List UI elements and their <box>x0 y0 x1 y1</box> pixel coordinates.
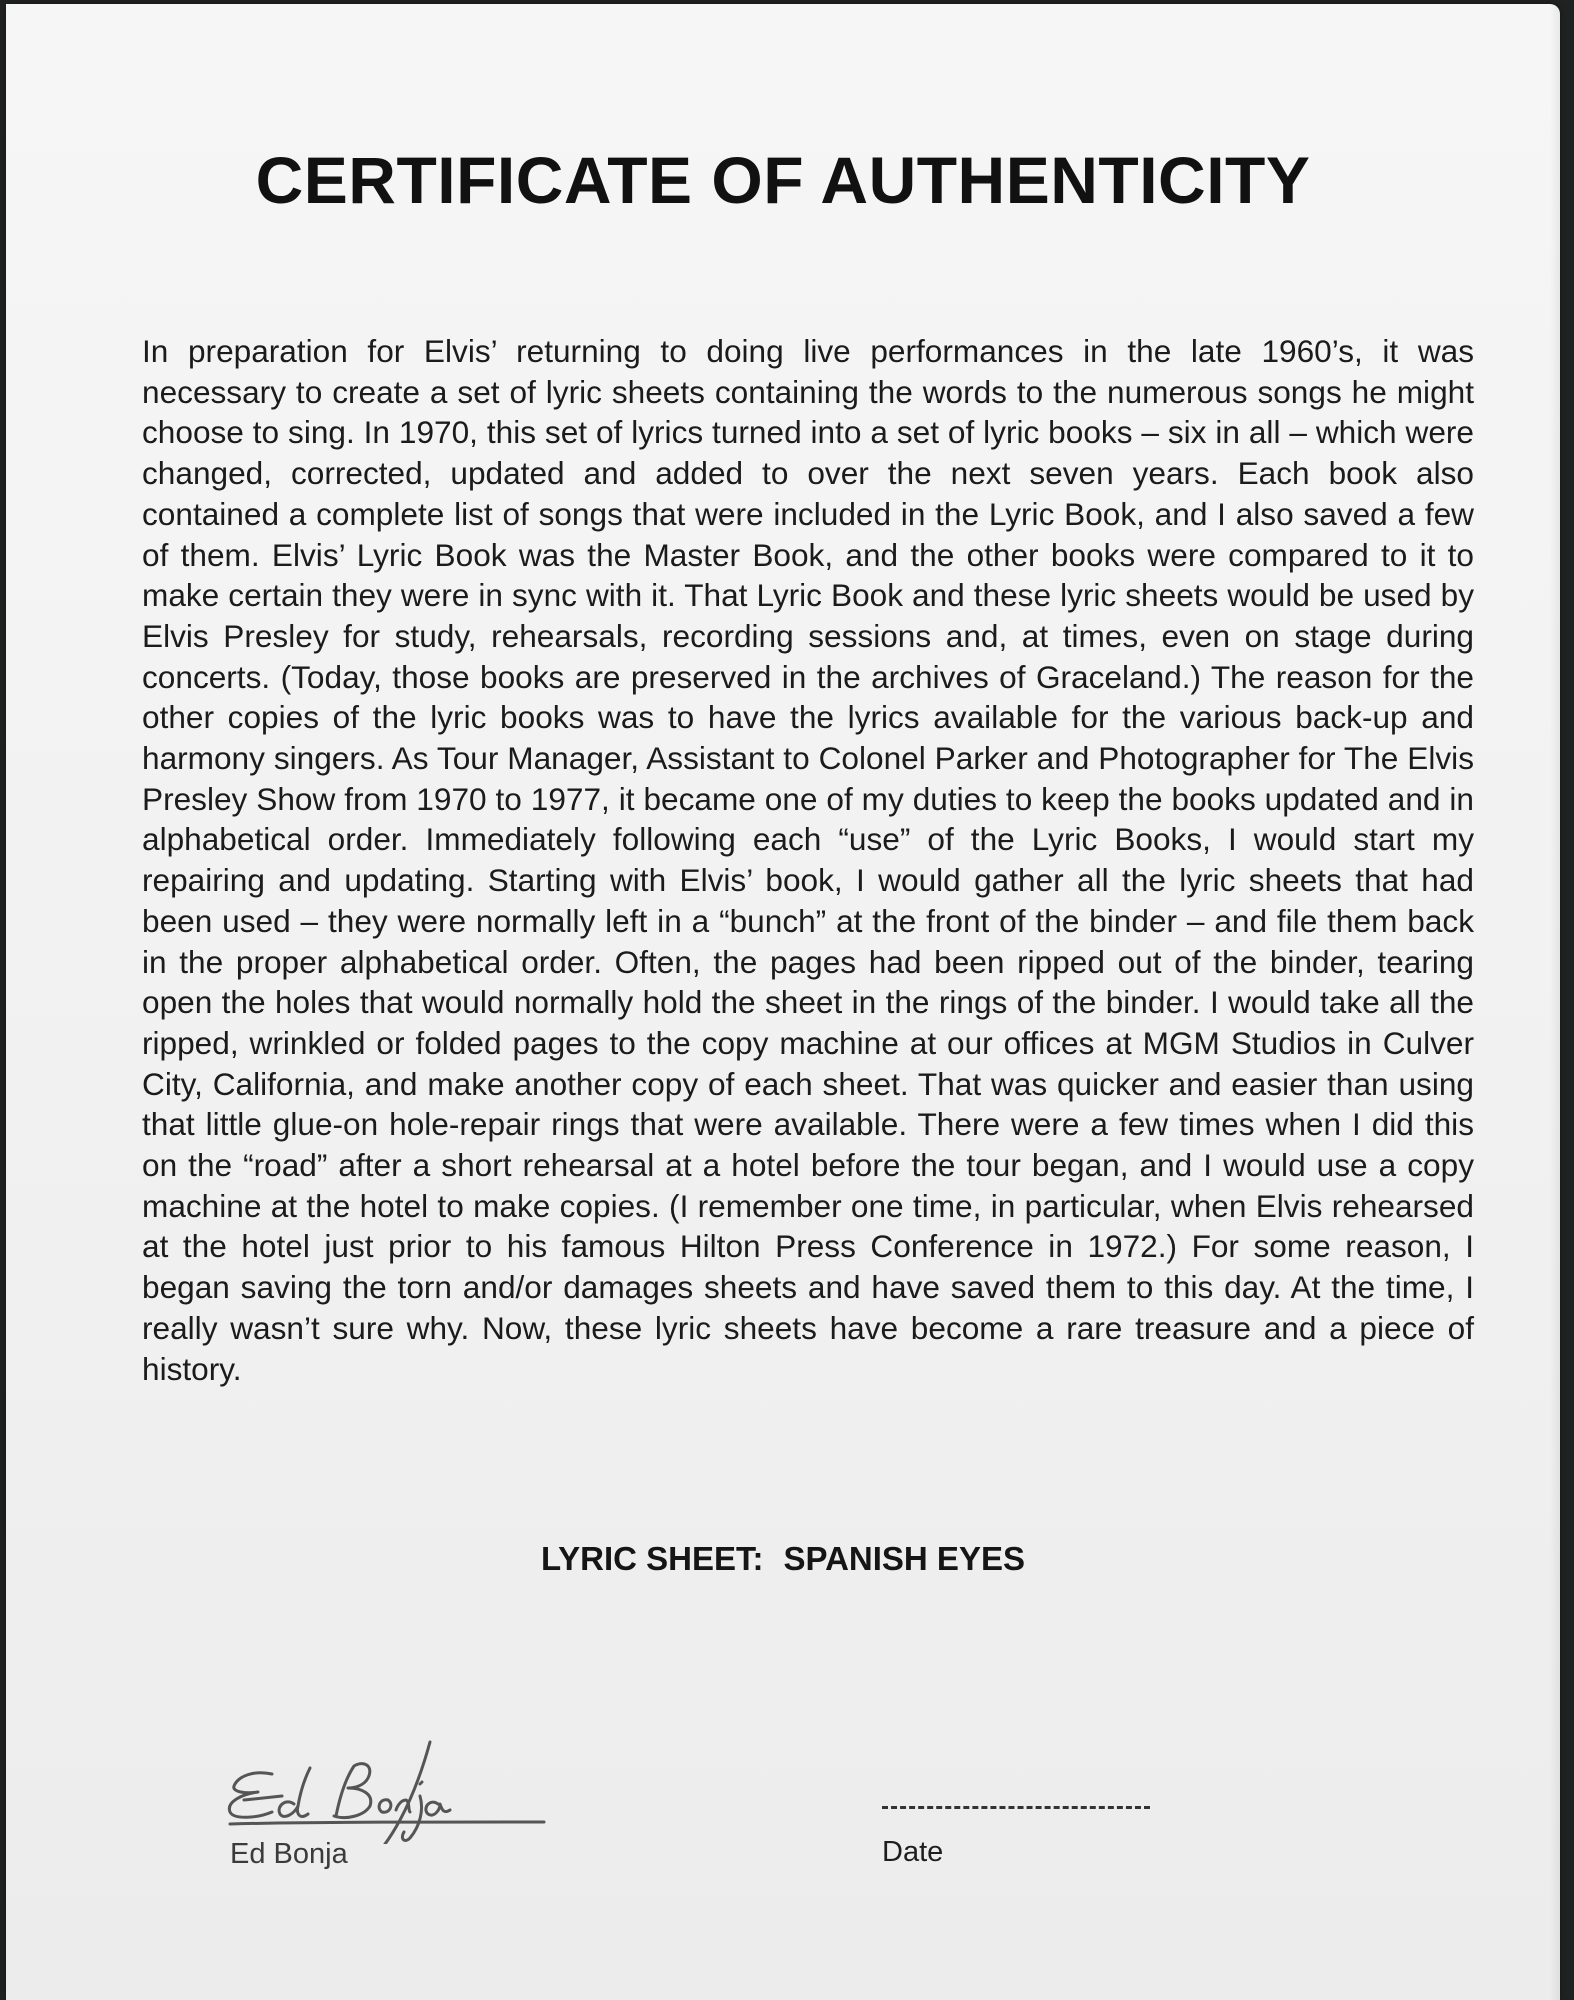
handwritten-signature <box>224 1734 564 1844</box>
lyric-sheet-label: LYRIC SHEET: <box>541 1540 764 1577</box>
date-block <box>876 1784 1176 1884</box>
date-label: Date <box>882 1836 944 1868</box>
certificate-body-text: In preparation for Elvis’ returning to doing live performances in the late 1960’s, it was necessary to create a set of lyric sheets containing the words to the numerous songs he might choose to sing. In 1970, this set of lyrics turned into a set of lyric books – six in all – which were changed, corrected, updated and added to over the next seven years. Each book also contained a complete list of songs that were included in the Lyric Book, and I also saved a few of them. Elvis’ Lyric Book was the Master Book, and the other books were compared to it to make certain they were in sync with it. That Lyric Book and these lyric sheets would be used by Elvis Presley for study, rehearsals, recording sessions and, at times, even on stage during concerts. (Today, those books are preserved in the archives of Graceland.) The reason for the other copies of the lyric books was to have the lyrics available for the various back-up and harmony singers. As Tour Manager, Assistant to Colonel Parker and Photographer for The Elvis Presley Show from 1970 to 1977, it became one of my duties to keep the books updated and in alphabetical order. Immediately following each “use” of the Lyric Books, I would start my repairing and updating. Starting with Elvis’ book, I would gather all the lyric sheets that had been used – they were normally left in a “bunch” at the front of the binder – and file them back in the proper alphabetical order. Often, the pages had been ripped out of the binder, tearing open the holes that would normally hold the sheet in the rings of the binder. I would take all the ripped, wrinkled or folded pages to the copy machine at our offices at MGM Studios in Culver City, California, and make another copy of each sheet. That was quicker and easier than using that little glue-on hole-repair rings that were available. There were a few times when I did this on the “road” after a short rehearsal at a hotel before the tour began, and I would use a copy machine at the hotel to make copies. (I remember one time, in particular, when Elvis rehearsed at the hotel just prior to his famous Hilton Press Conference in 1972.) For some reason, I began saving the torn and/or damages sheets and have saved them to this day. At the time, I really wasn’t sure why. Now, these lyric sheets have become a rare treasure and a piece of history. <box>142 333 1474 1387</box>
certificate-sheet <box>6 4 1560 2000</box>
certificate-title: CERTIFICATE OF AUTHENTICITY <box>255 143 1311 217</box>
lyric-sheet-title: SPANISH EYES <box>783 1540 1025 1577</box>
signer-printed-name: Ed Bonja <box>230 1838 348 1870</box>
date-blank-line <box>882 1806 1150 1809</box>
lyric-sheet-line <box>6 1540 1560 1578</box>
signature-block <box>224 1734 564 1874</box>
paper-edge-shadow <box>1550 4 1560 2000</box>
